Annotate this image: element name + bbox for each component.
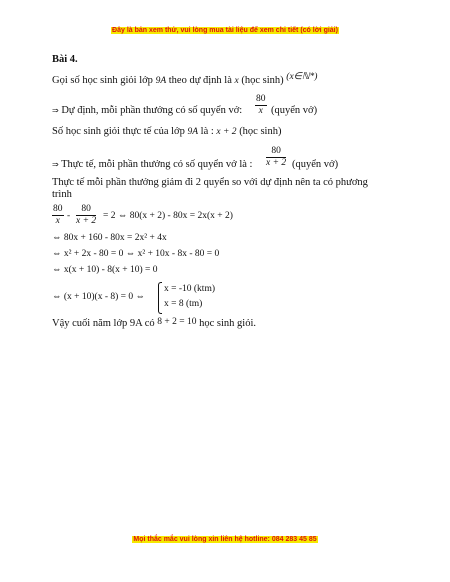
preview-notice-banner: [0, 27, 450, 34]
eq2: ⇔ 80x + 160 - 80x = 2x² + 4x: [52, 233, 167, 243]
conclusion-line: Vậy cuối năm lớp 9A có 8 + 2 = 10 học sinh giỏi.: [52, 317, 257, 329]
eq1-rest: = 2 ⇔ 80(x + 2) - 80x = 2x(x + 2): [103, 211, 233, 221]
eq1-fraction-1: $\frac{80}{x}$: [53, 204, 63, 226]
hotline-banner: [0, 536, 450, 543]
variable-condition: (x∈ℕ*): [286, 72, 318, 82]
eq1-minus: -: [67, 211, 71, 221]
hotline-text: Mọi thắc mắc vui lòng xin liên hệ hotline: 084 283 45 85: [133, 536, 317, 543]
eq5-case-2: x = 8 (tm): [164, 299, 203, 309]
problem-title: Bài 4.: [52, 54, 78, 65]
eq3: ⇔ x² + 2x - 80 = 0 ⇔ x² + 10x - 8x - 80 = 0: [52, 249, 220, 259]
planned-books-unit: (quyển vở): [271, 105, 318, 116]
case-brace: [158, 282, 162, 314]
fraction-80-over-x: $\frac{80}{x}$: [256, 94, 266, 116]
eq5-case-1: x = -10 (ktm): [164, 284, 216, 294]
eq4: ⇔ x(x + 10) - 8(x + 10) = 0: [52, 265, 158, 275]
line-define-variable: Gọi số học sinh giỏi lớp 9A theo dự định là x (học sinh) (x∈ℕ*): [52, 72, 318, 86]
eq1-fraction-2: $\frac{80}{x + 2}$: [76, 204, 97, 226]
line-equation-intro: Thực tế mỗi phần thưởng giảm đi 2 quyển so với dự định nên ta có phương: [52, 177, 368, 188]
line-actual-books: ⇒ Thực tế, mỗi phần thưởng có số quyển vở là :: [52, 159, 253, 170]
actual-books-unit: (quyển vở): [292, 159, 339, 170]
eq5-left: ⇔ (x + 10)(x - 8) = 0 ⇔: [52, 292, 146, 302]
line-equation-intro-cont: trình: [52, 189, 72, 200]
preview-notice-text: Đây là bản xem thử, vui lòng mua tài liệu để xem chi tiết (có lời giải): [112, 27, 338, 34]
line-actual-students: Số học sinh giỏi thực tế của lớp 9A là : x + 2 (học sinh): [52, 126, 282, 137]
fraction-80-over-x-plus-2: $\frac{80}{x + 2}$: [266, 146, 287, 168]
line-planned-books: ⇒ Dự định, mỗi phần thưởng có số quyển vở:: [52, 105, 243, 116]
